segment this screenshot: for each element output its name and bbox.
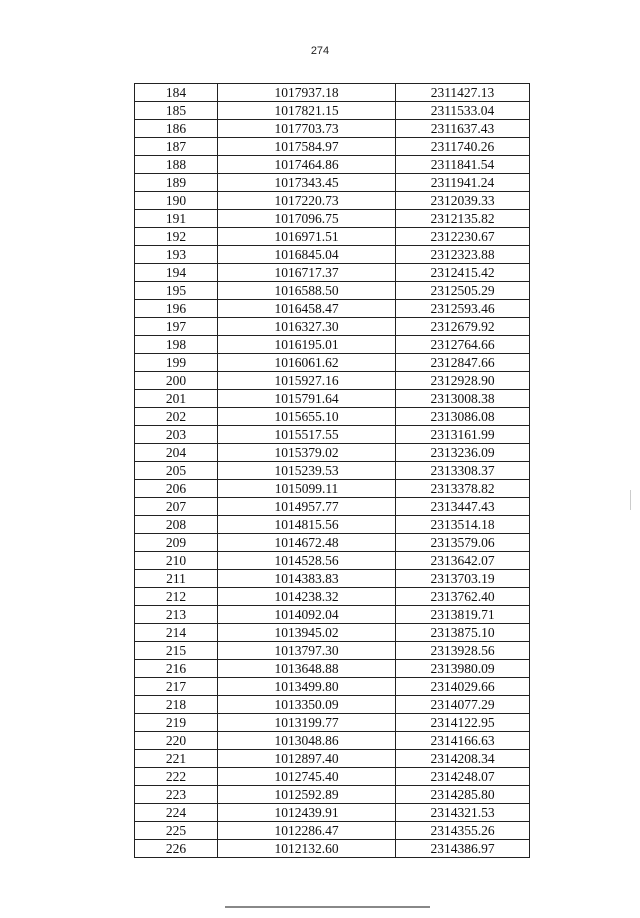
- point-number-cell: 216: [135, 660, 218, 678]
- table-row: [135, 84, 530, 102]
- y-coordinate-cell: 2311637.43: [396, 120, 530, 138]
- point-number-cell: 189: [135, 174, 218, 192]
- y-coordinate-cell: 2313642.07: [396, 552, 530, 570]
- table-row: [135, 120, 530, 138]
- coordinate-table-body: [135, 84, 530, 858]
- table-row: [135, 516, 530, 534]
- table-row: [135, 822, 530, 840]
- x-coordinate-cell: 1013945.02: [218, 624, 396, 642]
- table-row: [135, 390, 530, 408]
- y-coordinate-cell: 2313579.06: [396, 534, 530, 552]
- point-number-cell: 206: [135, 480, 218, 498]
- x-coordinate-cell: 1017096.75: [218, 210, 396, 228]
- table-row: [135, 318, 530, 336]
- table-row: [135, 786, 530, 804]
- y-coordinate-cell: 2312593.46: [396, 300, 530, 318]
- point-number-cell: 213: [135, 606, 218, 624]
- y-coordinate-cell: 2312039.33: [396, 192, 530, 210]
- point-number-cell: 192: [135, 228, 218, 246]
- point-number-cell: 193: [135, 246, 218, 264]
- x-coordinate-cell: 1017343.45: [218, 174, 396, 192]
- point-number-cell: 184: [135, 84, 218, 102]
- x-coordinate-cell: 1012592.89: [218, 786, 396, 804]
- y-coordinate-cell: 2312679.92: [396, 318, 530, 336]
- point-number-cell: 211: [135, 570, 218, 588]
- y-coordinate-cell: 2311841.54: [396, 156, 530, 174]
- x-coordinate-cell: 1014815.56: [218, 516, 396, 534]
- point-number-cell: 205: [135, 462, 218, 480]
- point-number-cell: 223: [135, 786, 218, 804]
- point-number-cell: 200: [135, 372, 218, 390]
- table-row: [135, 426, 530, 444]
- table-row: [135, 804, 530, 822]
- table-row: [135, 624, 530, 642]
- point-number-cell: 188: [135, 156, 218, 174]
- table-row: [135, 336, 530, 354]
- point-number-cell: 203: [135, 426, 218, 444]
- table-row: [135, 102, 530, 120]
- x-coordinate-cell: 1016327.30: [218, 318, 396, 336]
- y-coordinate-cell: 2314166.63: [396, 732, 530, 750]
- x-coordinate-cell: 1013048.86: [218, 732, 396, 750]
- table-row: [135, 534, 530, 552]
- y-coordinate-cell: 2313875.10: [396, 624, 530, 642]
- x-coordinate-cell: 1014092.04: [218, 606, 396, 624]
- table-row: [135, 174, 530, 192]
- table-row: [135, 156, 530, 174]
- point-number-cell: 186: [135, 120, 218, 138]
- y-coordinate-cell: 2311740.26: [396, 138, 530, 156]
- y-coordinate-cell: 2313928.56: [396, 642, 530, 660]
- table-row: [135, 228, 530, 246]
- table-row: [135, 678, 530, 696]
- x-coordinate-cell: 1012132.60: [218, 840, 396, 858]
- table-row: [135, 354, 530, 372]
- point-number-cell: 219: [135, 714, 218, 732]
- y-coordinate-cell: 2313819.71: [396, 606, 530, 624]
- table-row: [135, 300, 530, 318]
- point-number-cell: 208: [135, 516, 218, 534]
- x-coordinate-cell: 1013797.30: [218, 642, 396, 660]
- y-coordinate-cell: 2313161.99: [396, 426, 530, 444]
- point-number-cell: 220: [135, 732, 218, 750]
- x-coordinate-cell: 1012286.47: [218, 822, 396, 840]
- x-coordinate-cell: 1016845.04: [218, 246, 396, 264]
- y-coordinate-cell: 2312928.90: [396, 372, 530, 390]
- x-coordinate-cell: 1017220.73: [218, 192, 396, 210]
- table-row: [135, 372, 530, 390]
- y-coordinate-cell: 2312415.42: [396, 264, 530, 282]
- y-coordinate-cell: 2313447.43: [396, 498, 530, 516]
- table-row: [135, 498, 530, 516]
- table-row: [135, 408, 530, 426]
- x-coordinate-cell: 1016458.47: [218, 300, 396, 318]
- page-number: 274: [310, 45, 330, 57]
- table-row: [135, 732, 530, 750]
- x-coordinate-cell: 1015099.11: [218, 480, 396, 498]
- x-coordinate-cell: 1017584.97: [218, 138, 396, 156]
- table-row: [135, 768, 530, 786]
- point-number-cell: 226: [135, 840, 218, 858]
- y-coordinate-cell: 2314355.26: [396, 822, 530, 840]
- point-number-cell: 217: [135, 678, 218, 696]
- point-number-cell: 198: [135, 336, 218, 354]
- x-coordinate-cell: 1014238.32: [218, 588, 396, 606]
- point-number-cell: 221: [135, 750, 218, 768]
- x-coordinate-cell: 1015655.10: [218, 408, 396, 426]
- y-coordinate-cell: 2312764.66: [396, 336, 530, 354]
- point-number-cell: 215: [135, 642, 218, 660]
- x-coordinate-cell: 1013199.77: [218, 714, 396, 732]
- point-number-cell: 225: [135, 822, 218, 840]
- table-row: [135, 570, 530, 588]
- table-row: [135, 462, 530, 480]
- y-coordinate-cell: 2311533.04: [396, 102, 530, 120]
- y-coordinate-cell: 2312230.67: [396, 228, 530, 246]
- y-coordinate-cell: 2312847.66: [396, 354, 530, 372]
- table-row: [135, 660, 530, 678]
- y-coordinate-cell: 2313514.18: [396, 516, 530, 534]
- x-coordinate-cell: 1012897.40: [218, 750, 396, 768]
- y-coordinate-cell: 2314122.95: [396, 714, 530, 732]
- x-coordinate-cell: 1016588.50: [218, 282, 396, 300]
- x-coordinate-cell: 1016061.62: [218, 354, 396, 372]
- scan-artifact-line: [225, 906, 430, 908]
- x-coordinate-cell: 1013499.80: [218, 678, 396, 696]
- table-row: [135, 840, 530, 858]
- table-row: [135, 192, 530, 210]
- x-coordinate-cell: 1017703.73: [218, 120, 396, 138]
- y-coordinate-cell: 2314248.07: [396, 768, 530, 786]
- x-coordinate-cell: 1016195.01: [218, 336, 396, 354]
- point-number-cell: 201: [135, 390, 218, 408]
- x-coordinate-cell: 1012745.40: [218, 768, 396, 786]
- point-number-cell: 194: [135, 264, 218, 282]
- y-coordinate-cell: 2314077.29: [396, 696, 530, 714]
- y-coordinate-cell: 2314208.34: [396, 750, 530, 768]
- table-row: [135, 246, 530, 264]
- table-row: [135, 750, 530, 768]
- table-row: [135, 552, 530, 570]
- table-row: [135, 714, 530, 732]
- point-number-cell: 197: [135, 318, 218, 336]
- point-number-cell: 190: [135, 192, 218, 210]
- x-coordinate-cell: 1016717.37: [218, 264, 396, 282]
- x-coordinate-cell: 1017937.18: [218, 84, 396, 102]
- y-coordinate-cell: 2311941.24: [396, 174, 530, 192]
- point-number-cell: 210: [135, 552, 218, 570]
- y-coordinate-cell: 2313980.09: [396, 660, 530, 678]
- point-number-cell: 204: [135, 444, 218, 462]
- point-number-cell: 212: [135, 588, 218, 606]
- table-row: [135, 210, 530, 228]
- y-coordinate-cell: 2314321.53: [396, 804, 530, 822]
- table-row: [135, 282, 530, 300]
- point-number-cell: 199: [135, 354, 218, 372]
- point-number-cell: 222: [135, 768, 218, 786]
- table-row: [135, 588, 530, 606]
- y-coordinate-cell: 2311427.13: [396, 84, 530, 102]
- point-number-cell: 195: [135, 282, 218, 300]
- x-coordinate-cell: 1015517.55: [218, 426, 396, 444]
- x-coordinate-cell: 1013648.88: [218, 660, 396, 678]
- coordinate-table: [134, 83, 530, 858]
- y-coordinate-cell: 2313086.08: [396, 408, 530, 426]
- x-coordinate-cell: 1017821.15: [218, 102, 396, 120]
- y-coordinate-cell: 2313308.37: [396, 462, 530, 480]
- y-coordinate-cell: 2313762.40: [396, 588, 530, 606]
- y-coordinate-cell: 2314029.66: [396, 678, 530, 696]
- point-number-cell: 218: [135, 696, 218, 714]
- y-coordinate-cell: 2312135.82: [396, 210, 530, 228]
- table-row: [135, 480, 530, 498]
- table-row: [135, 444, 530, 462]
- x-coordinate-cell: 1015927.16: [218, 372, 396, 390]
- x-coordinate-cell: 1013350.09: [218, 696, 396, 714]
- y-coordinate-cell: 2313703.19: [396, 570, 530, 588]
- point-number-cell: 202: [135, 408, 218, 426]
- table-row: [135, 642, 530, 660]
- point-number-cell: 187: [135, 138, 218, 156]
- x-coordinate-cell: 1014672.48: [218, 534, 396, 552]
- x-coordinate-cell: 1015379.02: [218, 444, 396, 462]
- table-row: [135, 264, 530, 282]
- point-number-cell: 224: [135, 804, 218, 822]
- y-coordinate-cell: 2314386.97: [396, 840, 530, 858]
- y-coordinate-cell: 2314285.80: [396, 786, 530, 804]
- x-coordinate-cell: 1016971.51: [218, 228, 396, 246]
- table-row: [135, 696, 530, 714]
- x-coordinate-cell: 1015239.53: [218, 462, 396, 480]
- y-coordinate-cell: 2313236.09: [396, 444, 530, 462]
- table-row: [135, 138, 530, 156]
- x-coordinate-cell: 1014957.77: [218, 498, 396, 516]
- point-number-cell: 185: [135, 102, 218, 120]
- scan-artifact-mark: [630, 490, 631, 510]
- x-coordinate-cell: 1015791.64: [218, 390, 396, 408]
- point-number-cell: 214: [135, 624, 218, 642]
- point-number-cell: 191: [135, 210, 218, 228]
- y-coordinate-cell: 2312323.88: [396, 246, 530, 264]
- y-coordinate-cell: 2312505.29: [396, 282, 530, 300]
- point-number-cell: 209: [135, 534, 218, 552]
- y-coordinate-cell: 2313008.38: [396, 390, 530, 408]
- x-coordinate-cell: 1014528.56: [218, 552, 396, 570]
- y-coordinate-cell: 2313378.82: [396, 480, 530, 498]
- x-coordinate-cell: 1014383.83: [218, 570, 396, 588]
- x-coordinate-cell: 1017464.86: [218, 156, 396, 174]
- point-number-cell: 207: [135, 498, 218, 516]
- point-number-cell: 196: [135, 300, 218, 318]
- x-coordinate-cell: 1012439.91: [218, 804, 396, 822]
- table-row: [135, 606, 530, 624]
